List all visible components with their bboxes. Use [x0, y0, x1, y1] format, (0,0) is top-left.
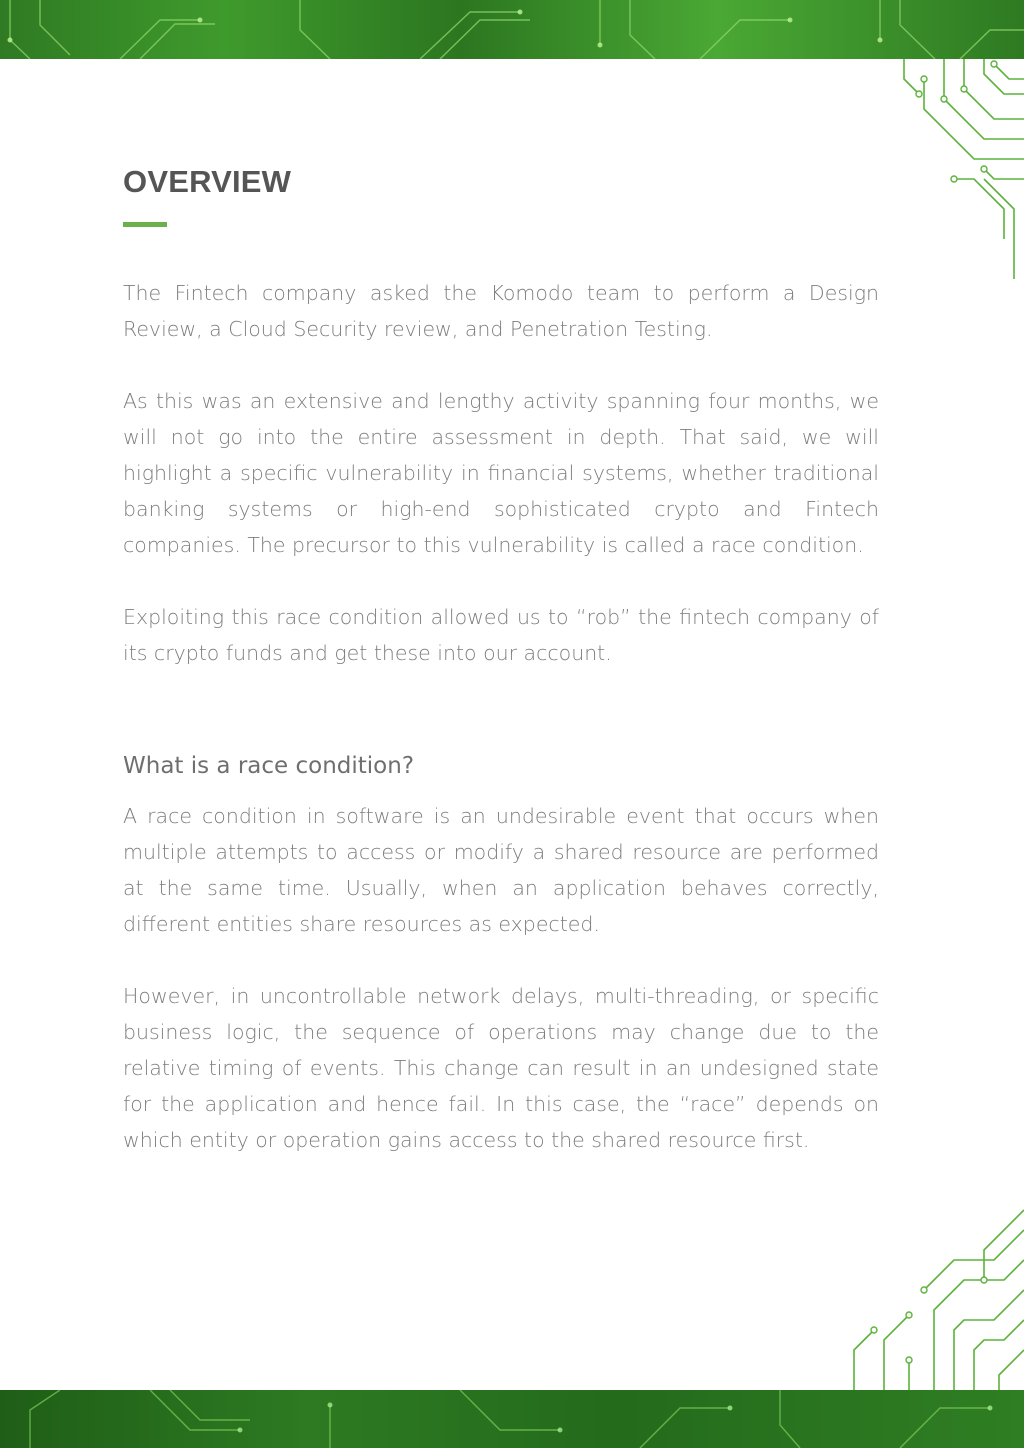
race-condition-paragraph-2: However, in uncontrollable network delays, multi-threading, or specific business logic, the sequence of operations may change due to the relative timing of events. This change can result in an undesigned state for the application and hence fail. In this case, the “race” depends on which entity or operation gains access to the shared resource first.	[123, 984, 879, 1152]
top-circuit-band	[0, 0, 1024, 59]
document-body	[123, 160, 879, 1158]
overview-paragraph-2: As this was an extensive and lengthy activity spanning four months, we will not go into the entire assessment in depth. That said, we will highlight a specific vulnerability in financial systems, whether traditional banking systems or high-end sophisticated crypto and Fintech companies. The precursor to this vulnerability is called a race condition.	[123, 389, 879, 557]
circuit-pattern-icon	[0, 0, 1024, 59]
overview-paragraph-1: The Fintech company asked the Komodo team to perform a Design Review, a Cloud Security review, and Penetration Testing.	[123, 281, 879, 341]
section-heading: What is a race condition?	[123, 753, 415, 779]
circuit-pattern-icon	[0, 1390, 1024, 1448]
title-underline	[123, 222, 167, 227]
overview-paragraph-3: Exploiting this race condition allowed us to “rob” the fintech company of its crypto funds and get these into our account.	[123, 605, 879, 665]
circuit-corner-icon	[834, 1150, 1024, 1390]
bottom-circuit-band	[0, 1390, 1024, 1448]
page-title: OVERVIEW	[123, 164, 292, 199]
race-condition-paragraph-1: A race condition in software is an undesirable event that occurs when multiple attempts to access or modify a shared resource are performed at the same time. Usually, when an application behaves correctly, different entities share resources as expected.	[123, 804, 879, 936]
circuit-corner-bottom-right	[834, 1150, 1024, 1394]
